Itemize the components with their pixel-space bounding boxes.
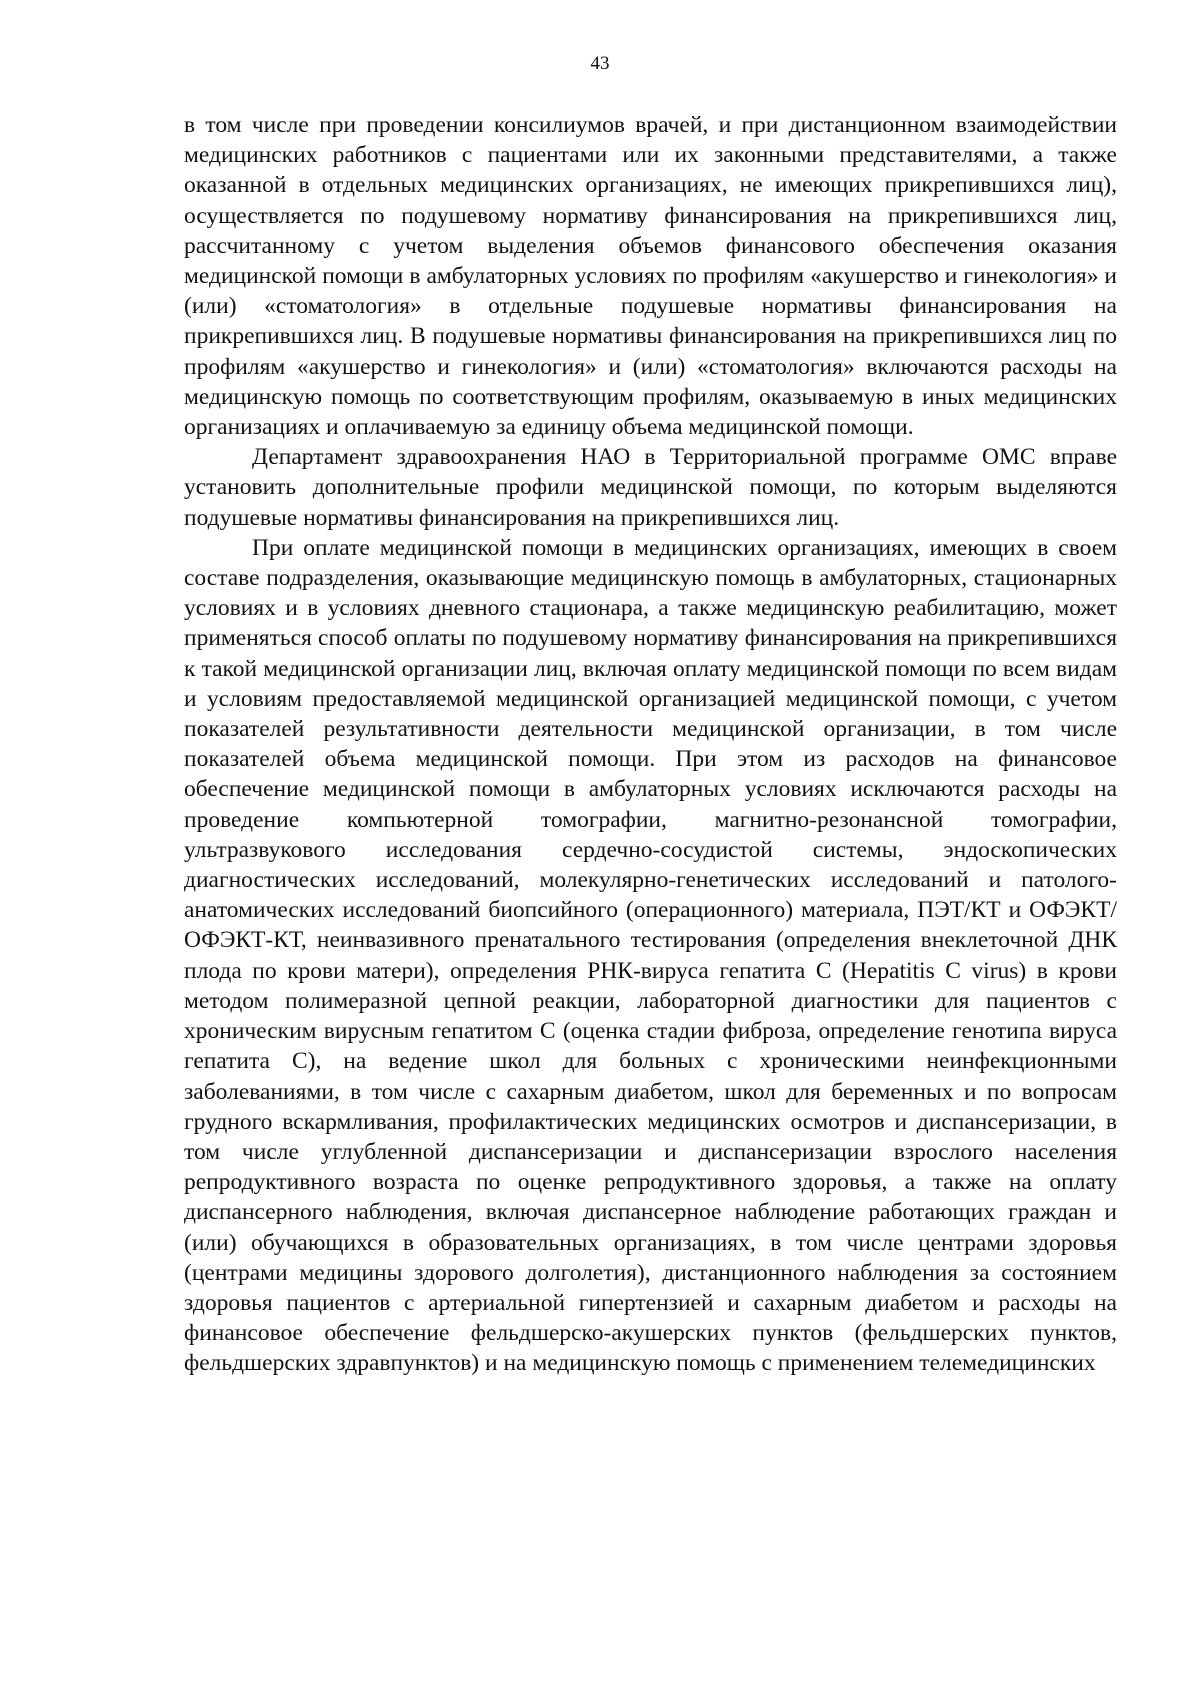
page-number: 43 [590, 53, 610, 74]
paragraph-department: Департамент здравоохранения НАО в Территориальной программе ОМС вправе установить дополнительные профили медицинской помощи, по которым выделяются подушевые нормативы финансирования на прикрепившихся лиц. [184, 444, 1117, 531]
paragraph-continuation: в том числе при проведении консилиумов врачей, и при дистанционном взаимодействии медицинских работников с пациентами или их законными представителями, а также оказанной в отдельных медицинских организациях, не имеющих прикрепившихся лиц), осуществляется по подушевому нормативу финансирования на прикрепившихся лиц, рассчитанному с учетом выделения объемов финансового обеспечения оказания медицинской помощи в амбулаторных условиях по профилям «акушерство и гинекология» и (или) «стоматология» в отдельные подушевые нормативы финансирования на прикрепившихся лиц. В подушевые нормативы финансирования на прикрепившихся лиц по профилям «акушерство и гинекология» и (или) «стоматология» включаются расходы на медицинскую помощь по соответствующим профилям, оказываемую в иных медицинских организациях и оплачиваемую за единицу объема медицинской помощи. [184, 112, 1117, 441]
paragraph-payment-method: При оплате медицинской помощи в медицинских организациях, имеющих в своем составе подразделения, оказывающие медицинскую помощь в амбулаторных, стационарных условиях и в условиях дневного стационара, а также медицинскую реабилитацию, может применяться способ оплаты по подушевому нормативу финансирования на прикрепившихся к такой медицинской организации лиц, включая оплату медицинской помощи по всем видам и условиям предоставляемой медицинской организацией медицинской помощи, с учетом показателей результативности деятельности медицинской организации, в том числе показателей объема медицинской помощи. При этом из расходов на финансовое обеспечение медицинской помощи в амбулаторных условиях исключаются расходы на проведение компьютерной томографии, магнитно-резонансной томографии, ультразвукового исследования сердечно-сосудистой системы, эндоскопических диагностических исследований, молекулярно-генетических исследований и патолого-анатомических исследований биопсийного (операционного) материала, ПЭТ/КТ и ОФЭКТ/ОФЭКТ-КТ, неинвазивного пренатального тестирования (определения внеклеточной ДНК плода по крови матери), определения РНК-вируса гепатита С (Hepatitis С virus) в крови методом полимеразной цепной реакции, лабораторной диагностики для пациентов с хроническим вирусным гепатитом С (оценка стадии фиброза, определение генотипа вируса гепатита С), на ведение школ для больных с хроническими неинфекционными заболеваниями, в том числе с сахарным диабетом, школ для беременных и по вопросам грудного вскармливания, профилактических медицинских осмотров и диспансеризации, в том числе углубленной диспансеризации и диспансеризации взрослого населения репродуктивного возраста по оценке репродуктивного здоровья, а также на оплату диспансерного наблюдения, включая диспансерное наблюдение работающих граждан и (или) обучающихся в образовательных организациях, в том числе центрами здоровья (центрами медицины здорового долголетия), дистанционного наблюдения за состоянием здоровья пациентов с артериальной гипертензией и сахарным диабетом и расходы на финансовое обеспечение фельдшерско-акушерских пунктов (фельдшерских пунктов, фельдшерских здравпунктов) и на медицинскую помощь с применением телемедицинских [184, 534, 1117, 1377]
document-body [184, 110, 1117, 1379]
